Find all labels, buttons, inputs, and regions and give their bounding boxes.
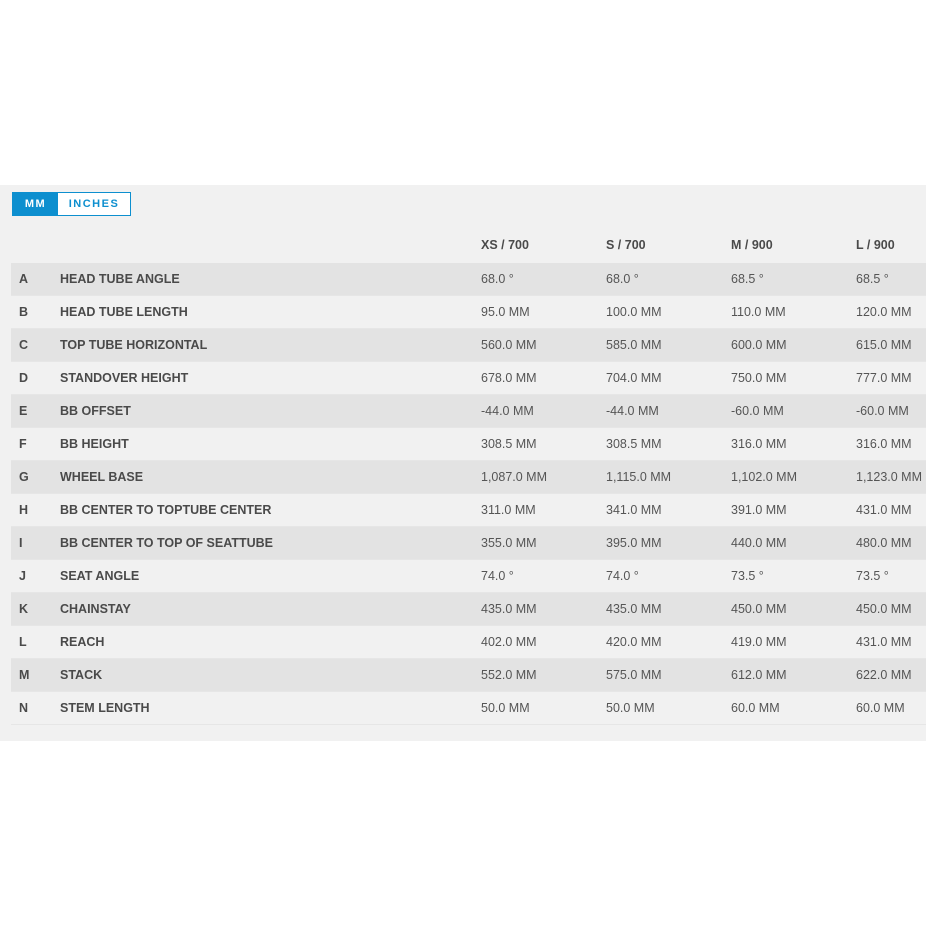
row-measurement-name: REACH [60, 635, 105, 649]
row-value: 585.0 MM [606, 338, 662, 352]
row-value: 450.0 MM [731, 602, 787, 616]
table-row [11, 494, 926, 527]
column-header-m: M / 900 [731, 238, 773, 252]
table-row [11, 362, 926, 395]
row-value: 600.0 MM [731, 338, 787, 352]
table-body [11, 263, 926, 725]
row-value: 1,102.0 MM [731, 470, 798, 484]
row-value: 750.0 MM [731, 371, 787, 385]
table-row [11, 395, 926, 428]
row-letter: G [19, 470, 29, 484]
table-row [11, 263, 926, 296]
row-value: 50.0 MM [606, 701, 655, 715]
row-letter: M [19, 668, 30, 682]
row-value: 395.0 MM [606, 536, 662, 550]
row-value: 60.0 MM [856, 701, 905, 715]
row-value: 68.5 ° [856, 272, 889, 286]
column-header-l: L / 900 [856, 238, 895, 252]
geometry-panel [0, 185, 926, 741]
row-value: 308.5 MM [481, 437, 537, 451]
row-measurement-name: BB CENTER TO TOP OF SEATTUBE [60, 536, 273, 550]
row-value: 435.0 MM [606, 602, 662, 616]
row-value: 1,087.0 MM [481, 470, 548, 484]
table-header-row [11, 229, 926, 263]
row-value: -60.0 MM [731, 404, 784, 418]
row-value: 480.0 MM [856, 536, 912, 550]
row-value: 622.0 MM [856, 668, 912, 682]
row-letter: A [19, 272, 29, 286]
row-value: 419.0 MM [731, 635, 787, 649]
row-measurement-name: CHAINSTAY [60, 602, 131, 616]
row-value: 391.0 MM [731, 503, 787, 517]
row-value: 100.0 MM [606, 305, 662, 319]
row-measurement-name: WHEEL BASE [60, 470, 144, 484]
row-measurement-name: STANDOVER HEIGHT [60, 371, 189, 385]
row-letter: H [19, 503, 29, 517]
row-value: 1,123.0 MM [856, 470, 923, 484]
column-header-xs: XS / 700 [481, 238, 529, 252]
row-value: 704.0 MM [606, 371, 662, 385]
table-row [11, 560, 926, 593]
row-value: 777.0 MM [856, 371, 912, 385]
row-value: 120.0 MM [856, 305, 912, 319]
row-value: 95.0 MM [481, 305, 530, 319]
row-value: 575.0 MM [606, 668, 662, 682]
row-value: 1,115.0 MM [606, 470, 672, 484]
row-measurement-name: BB CENTER TO TOPTUBE CENTER [60, 503, 272, 517]
row-value: 316.0 MM [731, 437, 787, 451]
table-row [11, 296, 926, 329]
row-value: 435.0 MM [481, 602, 537, 616]
row-value: 402.0 MM [481, 635, 537, 649]
row-value: 552.0 MM [481, 668, 537, 682]
row-value: 450.0 MM [856, 602, 912, 616]
row-value: -44.0 MM [481, 404, 534, 418]
row-measurement-name: HEAD TUBE ANGLE [60, 272, 180, 286]
row-measurement-name: STEM LENGTH [60, 701, 150, 715]
row-letter: N [19, 701, 29, 715]
row-letter: I [19, 536, 23, 550]
row-value: 560.0 MM [481, 338, 537, 352]
table-row [11, 428, 926, 461]
geometry-table [11, 229, 926, 725]
row-value: 73.5 ° [856, 569, 889, 583]
row-letter: L [19, 635, 27, 649]
row-measurement-name: BB OFFSET [60, 404, 131, 418]
row-value: 74.0 ° [481, 569, 514, 583]
table-row [11, 659, 926, 692]
table-row [11, 461, 926, 494]
table-row [11, 626, 926, 659]
row-value: 678.0 MM [481, 371, 537, 385]
row-value: 612.0 MM [731, 668, 787, 682]
row-value: 73.5 ° [731, 569, 764, 583]
table-row [11, 692, 926, 725]
mm-unit-button[interactable]: MM [13, 193, 58, 215]
row-value: -44.0 MM [606, 404, 659, 418]
column-header-s: S / 700 [606, 238, 646, 252]
row-value: 341.0 MM [606, 503, 662, 517]
row-measurement-name: HEAD TUBE LENGTH [60, 305, 188, 319]
row-letter: J [19, 569, 26, 583]
row-letter: K [19, 602, 29, 616]
row-value: 355.0 MM [481, 536, 537, 550]
row-value: 60.0 MM [731, 701, 780, 715]
inches-unit-button[interactable]: INCHES [58, 193, 130, 215]
row-value: 311.0 MM [481, 503, 536, 517]
row-value: 615.0 MM [856, 338, 912, 352]
row-measurement-name: BB HEIGHT [60, 437, 129, 451]
table-row [11, 329, 926, 362]
row-value: 74.0 ° [606, 569, 639, 583]
row-letter: E [19, 404, 28, 418]
row-value: 316.0 MM [856, 437, 912, 451]
row-value: -60.0 MM [856, 404, 909, 418]
row-letter: F [19, 437, 27, 451]
row-value: 420.0 MM [606, 635, 662, 649]
row-measurement-name: STACK [60, 668, 103, 682]
row-value: 440.0 MM [731, 536, 787, 550]
row-value: 50.0 MM [481, 701, 530, 715]
row-value: 68.0 ° [481, 272, 514, 286]
row-value: 68.5 ° [731, 272, 764, 286]
unit-toggle [12, 192, 131, 216]
table-row [11, 593, 926, 626]
row-letter: B [19, 305, 29, 319]
row-value: 68.0 ° [606, 272, 639, 286]
row-measurement-name: TOP TUBE HORIZONTAL [60, 338, 208, 352]
row-measurement-name: SEAT ANGLE [60, 569, 140, 583]
table-row [11, 527, 926, 560]
row-value: 308.5 MM [606, 437, 662, 451]
row-letter: C [19, 338, 29, 352]
row-letter: D [19, 371, 29, 385]
row-value: 431.0 MM [856, 503, 912, 517]
row-value: 431.0 MM [856, 635, 912, 649]
row-value: 110.0 MM [731, 305, 786, 319]
